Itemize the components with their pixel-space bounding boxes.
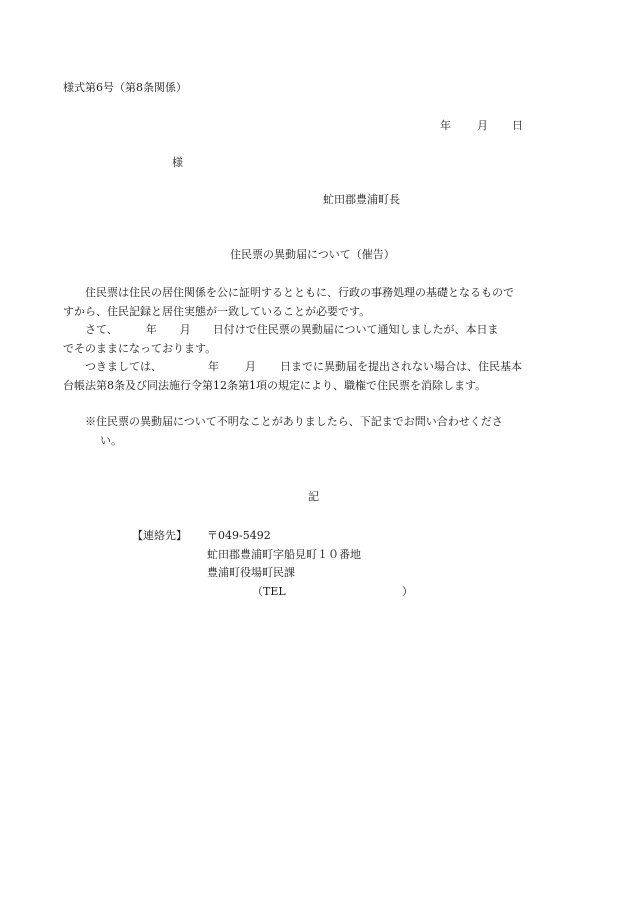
contact-office: 豊浦町役場町民課 <box>207 566 295 579</box>
inquiry-note <box>85 413 555 450</box>
body-p2-line2: でそのままになっております。 <box>63 341 217 355</box>
addressee-honorific: 様 <box>172 156 183 169</box>
body-p1-line1: 住民票は住民の居住関係を公に証明するとともに、行政の事務処理の基礎となるもので <box>85 286 514 299</box>
contact-address: 虻田郡豊浦町字船見町１０番地 <box>207 548 361 561</box>
body-p2-prefix: さて、 <box>85 323 118 336</box>
date-year: 年 <box>440 119 451 132</box>
contact-tel-close: ） <box>402 585 413 598</box>
body-p3-year: 年 <box>208 360 219 373</box>
sender-name: 虻田郡豊浦町長 <box>323 193 400 206</box>
body-p3-suffix: 日までに異動届を提出されない場合は、住民基本 <box>280 360 522 373</box>
body-p2-month: 月 <box>179 323 191 336</box>
form-number: 様式第6号（第8条関係） <box>63 81 187 94</box>
document-title: 住民票の異動届について（催告） <box>230 248 395 261</box>
ki-heading: 記 <box>308 490 319 503</box>
contact-postal-code: 〒049-5492 <box>207 529 271 542</box>
body-p3-month: 月 <box>245 360 256 373</box>
contact-tel-open: （TEL <box>252 585 286 598</box>
body-p2-suffix: 日付けで住民票の異動届について通知しましたが、本日ま <box>212 323 499 336</box>
note-line1: ※住民票の異動届について不明なことがありましたら、下記までお問い合わせくださ <box>85 415 503 428</box>
date-day: 日 <box>512 119 523 132</box>
body-paragraphs <box>63 284 553 395</box>
body-p2-year: 年 <box>145 323 157 336</box>
date-month: 月 <box>477 119 488 132</box>
body-p2-line1 <box>63 321 553 340</box>
body-p1-line2: すから、住民記録と居住実態が一致していることが必要です。 <box>63 304 371 318</box>
note-line2: い。 <box>100 433 122 447</box>
body-p3-prefix: つきましては、 <box>85 360 162 373</box>
contact-label: 【連絡先】 <box>132 529 187 542</box>
body-p3-line2: 台帳法第8条及び同法施行令第12条第1項の規定により、職権で住民票を消除します。 <box>63 378 487 392</box>
body-p3-line1 <box>63 358 553 377</box>
